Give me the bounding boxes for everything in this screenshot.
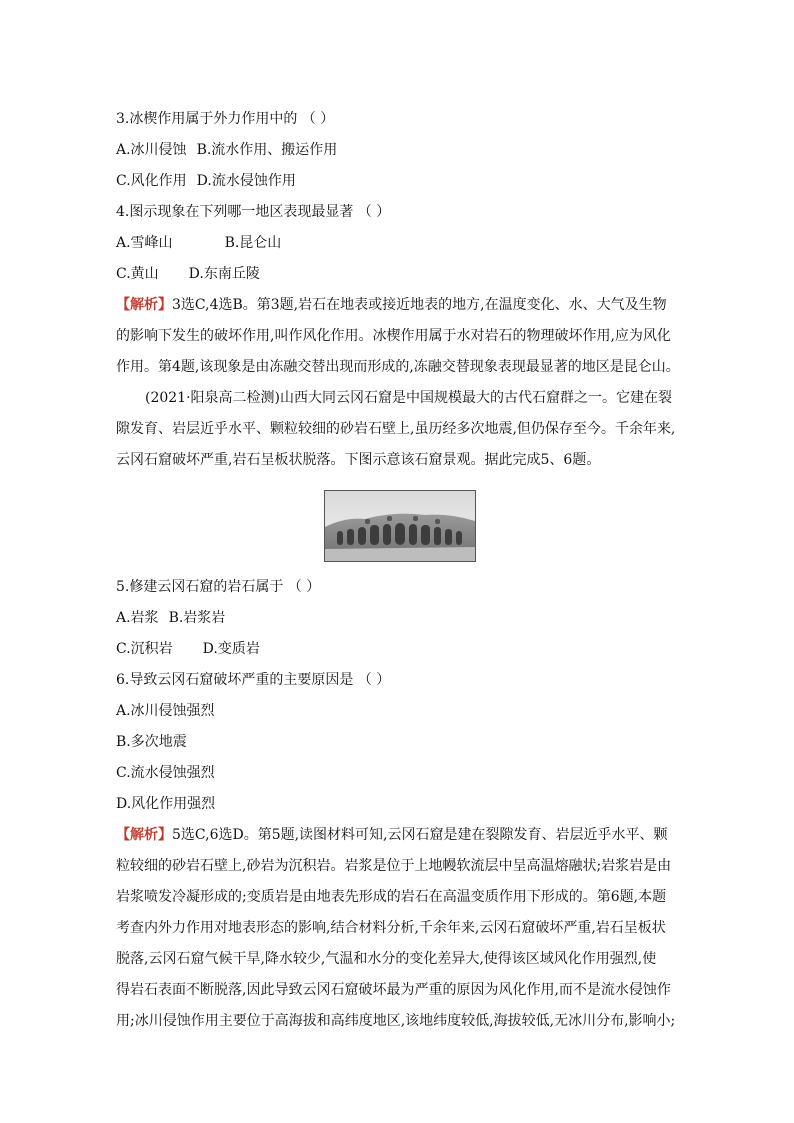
option-d: D.东南丘陵 xyxy=(188,266,260,282)
document-page xyxy=(116,104,684,1037)
analysis-3-4 xyxy=(116,290,684,383)
question-4-options-row-2 xyxy=(116,259,684,290)
passage-line: (2021·阳泉高二检测)山西大同云冈石窟是中国规模最大的古代石窟群之一。它建在裂 xyxy=(145,390,673,406)
question-4: 4.图示现象在下列哪一地区表现最显著 （ ） xyxy=(116,204,391,220)
option-b: B.流水作用、搬运作用 xyxy=(196,142,338,158)
analysis-line: 3选C,4选B。第3题,岩石在地表或接近地表的地方,在温度变化、水、大气及生物 xyxy=(172,297,667,313)
question-5-options-row-2 xyxy=(116,634,684,665)
option-b: B.岩浆岩 xyxy=(168,610,226,626)
option-d: D.流水侵蚀作用 xyxy=(196,173,296,189)
question-3-options-row-2 xyxy=(116,166,684,197)
analysis-line: 作用。第4题,该现象是由冻融交替出现而形成的,冻融交替现象表现最显著的地区是昆仑山。 xyxy=(116,359,680,375)
analysis-line: 的影响下发生的破坏作用,叫作风化作用。冰楔作用属于水对岩石的物理破坏作用,应为风化 xyxy=(116,328,671,344)
option-d: D.变质岩 xyxy=(202,641,260,657)
reading-passage xyxy=(116,383,684,476)
option-a: A.岩浆 xyxy=(116,610,159,626)
analysis-5-6 xyxy=(116,820,684,1037)
grotto-photo-icon xyxy=(325,491,475,561)
option-b: B.多次地震 xyxy=(116,734,187,750)
question-5-options-row-1 xyxy=(116,603,684,634)
option-a: A.雪峰山 xyxy=(116,235,173,251)
analysis-line: 脱落,云冈石窟气候干旱,降水较少,气温和水分的变化差异大,使得该区域风化作用强烈,使 xyxy=(116,951,657,967)
option-c: C.流水侵蚀强烈 xyxy=(116,765,215,781)
question-4-options-row-1 xyxy=(116,228,684,259)
passage-line: 云冈石窟破坏严重,岩石呈板状脱落。下图示意该石窟景观。据此完成5、6题。 xyxy=(116,452,601,468)
option-d: D.风化作用强烈 xyxy=(116,796,216,812)
analysis-line: 考查内外力作用对地表形态的影响,结合材料分析,千余年来,云冈石窟破坏严重,岩石呈板状 xyxy=(116,920,666,936)
option-b: B.昆仑山 xyxy=(224,235,282,251)
question-5: 5.修建云冈石窟的岩石属于 （ ） xyxy=(116,579,321,595)
passage-line: 隙发育、岩层近乎水平、颗粒较细的砂岩石壁上,虽历经多次地震,但仍保存至今。千余年来, xyxy=(116,421,676,437)
analysis-line: 用;冰川侵蚀作用主要位于高海拔和高纬度地区,该地纬度较低,海拔较低,无冰川分布,影响小; xyxy=(116,1013,676,1029)
option-c: C.风化作用 xyxy=(116,173,187,189)
question-3-options-row-1 xyxy=(116,135,684,166)
option-a: A.冰川侵蚀强烈 xyxy=(116,703,215,719)
analysis-line: 粒较细的砂岩石壁上,砂岩为沉积岩。岩浆是位于上地幔软流层中呈高温熔融状;岩浆岩是由 xyxy=(116,858,672,874)
analysis-line: 得岩石表面不断脱落,因此导致云冈石窟破坏最为严重的原因为风化作用,而不是流水侵蚀作 xyxy=(116,982,671,998)
question-3: 3.冰楔作用属于外力作用中的 （ ） xyxy=(116,111,335,127)
analysis-tag: 【解析】 xyxy=(116,827,172,843)
analysis-tag: 【解析】 xyxy=(116,297,172,313)
question-6: 6.导致云冈石窟破坏严重的主要原因是 （ ） xyxy=(116,672,391,688)
analysis-line: 5选C,6选D。第5题,读图材料可知,云冈石窟是建在裂隙发育、岩层近乎水平、颗 xyxy=(172,827,668,843)
analysis-line: 岩浆喷发冷凝形成的;变质岩是由地表先形成的岩石在高温变质作用下形成的。第6题,本题 xyxy=(116,889,667,905)
option-c: C.沉积岩 xyxy=(116,641,173,657)
grotto-figure xyxy=(324,490,476,562)
option-c: C.黄山 xyxy=(116,266,159,282)
option-a: A.冰川侵蚀 xyxy=(116,142,187,158)
